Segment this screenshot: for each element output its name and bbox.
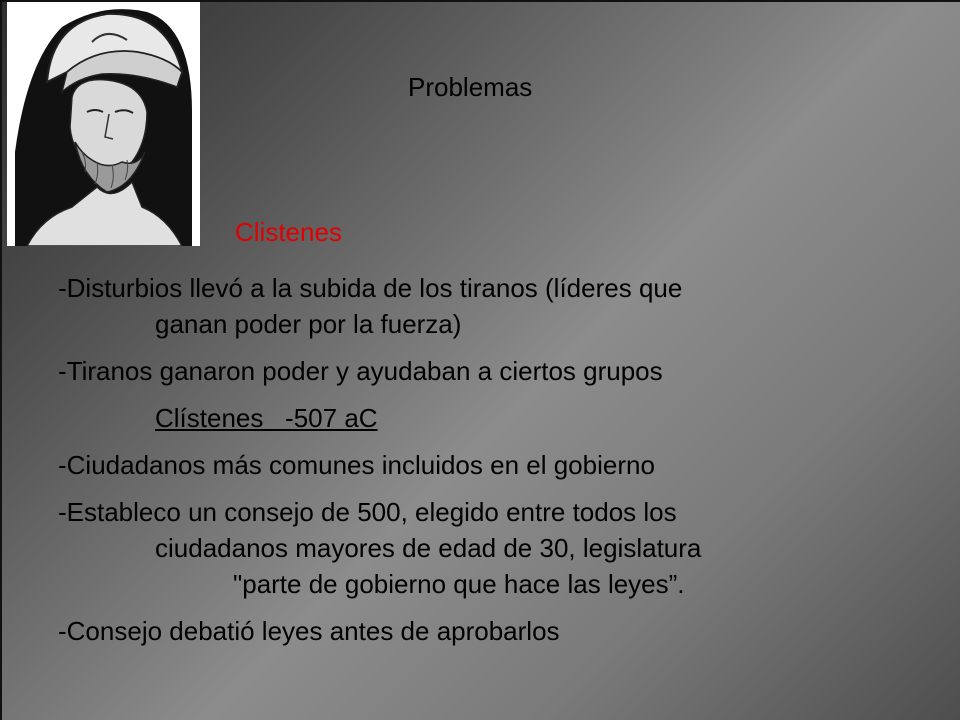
slide-frame-left — [0, 0, 2, 720]
bust-illustration — [7, 2, 200, 246]
section-heading-clistenes — [155, 400, 858, 436]
section-heading-text: Clístenes -507 aC — [155, 403, 378, 433]
bust-portrait-image — [7, 2, 200, 246]
bullet-consejo-500-line1: -Estableco un consejo de 500, elegido entre todos los — [58, 497, 677, 527]
slide-title: Problemas — [408, 72, 533, 102]
bullet-disturbios-line2: ganan poder por la fuerza) — [155, 309, 462, 339]
slide-subtitle: Clistenes — [235, 217, 342, 247]
bullet-disturbios-line1: -Disturbios llevó a la subida de los tiranos (líderes que — [58, 273, 683, 303]
bullet-consejo-500-line2: ciudadanos mayores de edad de 30, legislatura — [155, 533, 702, 563]
bullet-consejo-500 — [58, 494, 858, 602]
bullet-tiranos: -Tiranos ganaron poder y ayudaban a ciertos grupos — [58, 356, 663, 386]
bullet-consejo-debatio: -Consejo debatió leyes antes de aprobarlos — [58, 616, 560, 646]
bullet-consejo-500-line3: "parte de gobierno que hace las leyes”. — [233, 569, 685, 599]
bullet-ciudadanos: -Ciudadanos más comunes incluidos en el gobierno — [58, 450, 655, 480]
bullet-disturbios — [58, 270, 858, 342]
slide-body — [58, 270, 858, 660]
